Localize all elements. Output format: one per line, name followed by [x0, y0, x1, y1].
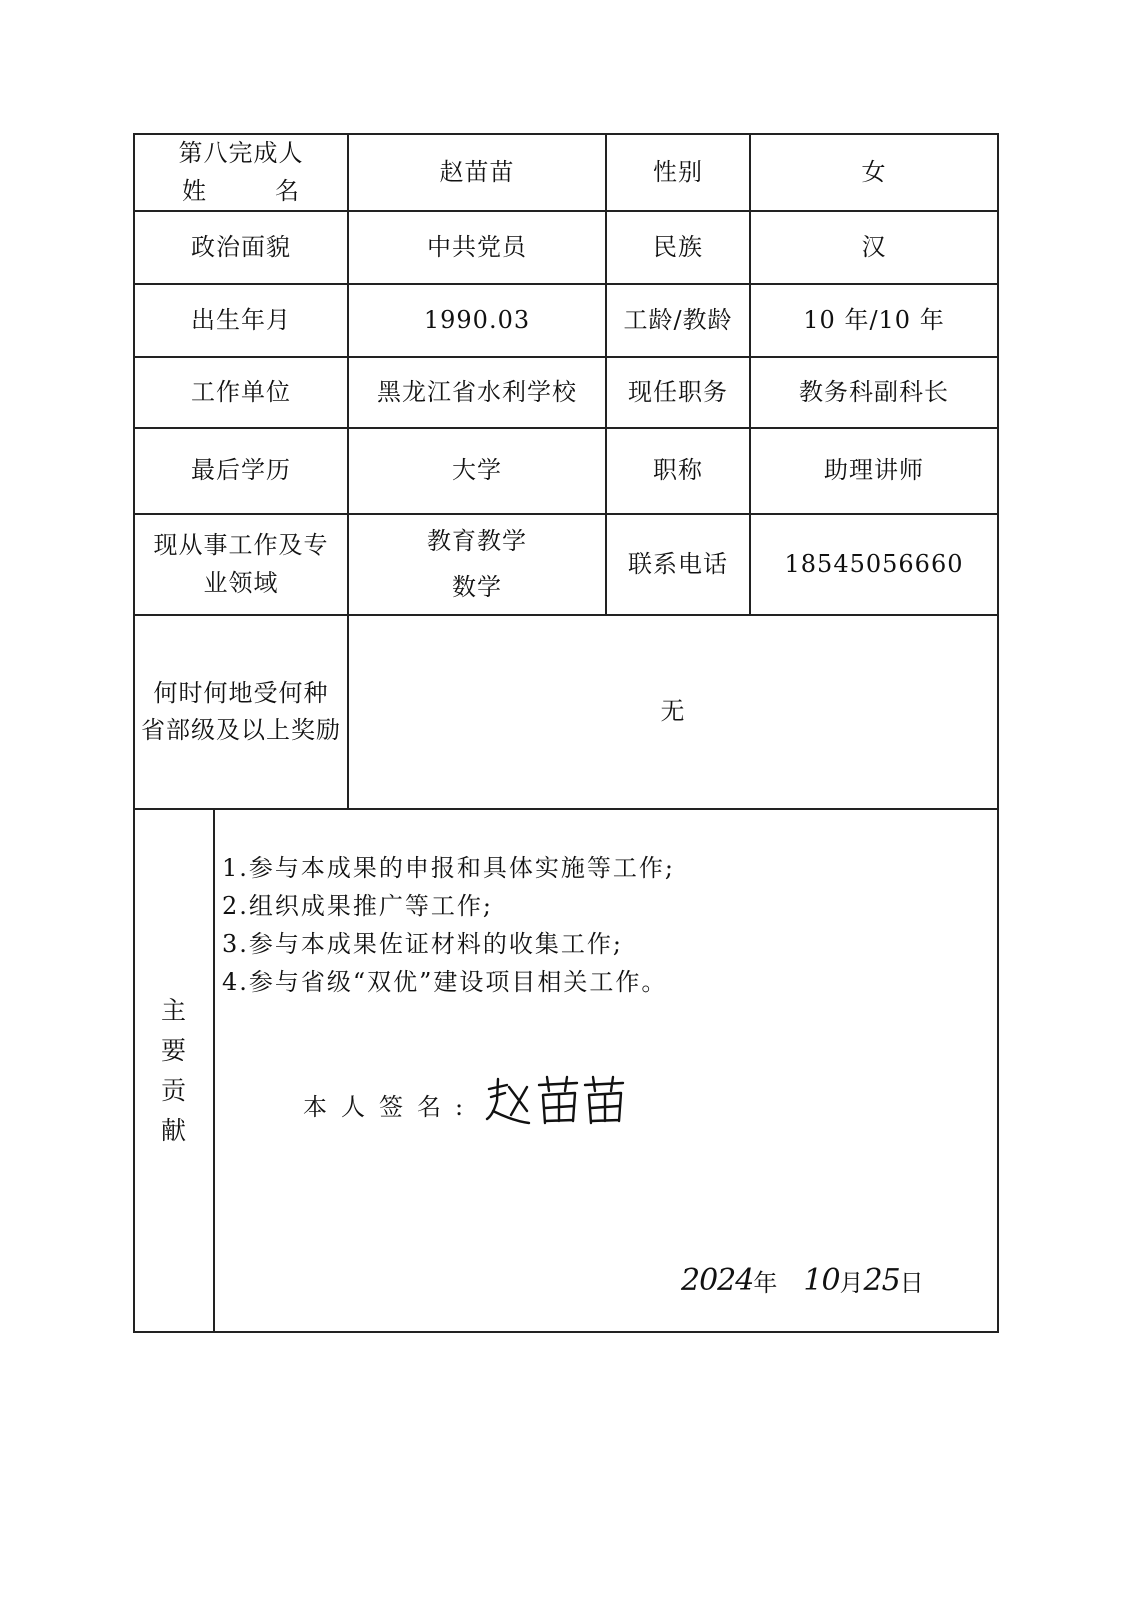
work-field-label-line2: 业领域	[203, 568, 279, 597]
contribution-item: 4.参与省级“双优”建设项目相关工作。	[222, 968, 668, 996]
title-label: 职称	[653, 456, 703, 485]
name-value: 赵苗苗	[439, 157, 515, 186]
name-label-char-b: 名	[275, 176, 300, 205]
work-field-value	[349, 515, 605, 614]
education-value: 大学	[452, 456, 502, 485]
date-month: 10	[803, 1263, 840, 1298]
signature-row	[303, 1071, 633, 1137]
employer-label: 工作单位	[191, 377, 291, 406]
gender-label: 性别	[653, 157, 703, 186]
signature-label: 本人签名:	[303, 1092, 478, 1121]
contribution-list	[222, 849, 675, 1001]
seniority-label: 工龄/教龄	[623, 305, 733, 334]
name-label-line1: 第八完成人	[178, 139, 304, 168]
political-status-value: 中共党员	[427, 232, 527, 261]
contribution-label-char: 主	[160, 995, 187, 1025]
contribution-label-char: 要	[160, 1035, 187, 1065]
phone-value: 18545056660	[784, 549, 964, 578]
awards-value: 无	[660, 697, 686, 726]
awards-label-line1: 何时何地受何种	[153, 678, 329, 707]
employer-value: 黑龙江省水利学校	[377, 377, 577, 406]
work-field-label	[135, 515, 347, 614]
title-value: 助理讲师	[824, 456, 924, 485]
education-label: 最后学历	[191, 456, 291, 485]
name-label-cell	[135, 135, 347, 210]
position-value: 教务科副科长	[799, 377, 949, 406]
date-year: 2024	[681, 1263, 754, 1298]
date-day: 25	[863, 1263, 900, 1298]
seniority-value: 10 年/10 年	[803, 305, 945, 334]
work-field-value-line1: 教育教学	[427, 526, 527, 555]
date-day-unit: 日	[899, 1269, 924, 1297]
contribution-label	[135, 810, 213, 1331]
birth-date-label: 出生年月	[191, 305, 291, 334]
table-border-bottom	[133, 1331, 999, 1333]
work-field-value-line2: 数学	[452, 572, 502, 601]
contribution-label-char: 贡	[160, 1075, 187, 1105]
signing-date	[681, 1263, 924, 1298]
awards-label-line2: 省部级及以上奖励	[141, 716, 341, 744]
contribution-item: 2.组织成果推广等工作;	[222, 892, 493, 920]
ethnicity-label: 民族	[653, 232, 703, 261]
date-year-unit: 年	[753, 1269, 778, 1297]
row-divider	[133, 808, 999, 810]
position-label: 现任职务	[628, 377, 728, 406]
contribution-item: 3.参与本成果佐证材料的收集工作;	[222, 930, 623, 958]
name-label-char-a: 姓	[182, 176, 207, 205]
date-month-unit: 月	[839, 1269, 864, 1297]
table-border-right	[997, 133, 999, 1333]
political-status-label: 政治面貌	[191, 232, 291, 261]
awards-label	[135, 616, 347, 808]
contribution-label-char: 献	[160, 1115, 187, 1145]
application-form-table	[133, 133, 999, 1333]
column-divider	[213, 808, 215, 1333]
handwritten-signature	[483, 1071, 633, 1137]
work-field-label-line1: 现从事工作及专	[153, 531, 329, 560]
contribution-item: 1.参与本成果的申报和具体实施等工作;	[222, 854, 675, 882]
gender-value: 女	[861, 157, 887, 186]
ethnicity-value: 汉	[861, 232, 887, 261]
birth-date-value: 1990.03	[423, 305, 531, 334]
phone-label: 联系电话	[628, 549, 728, 578]
